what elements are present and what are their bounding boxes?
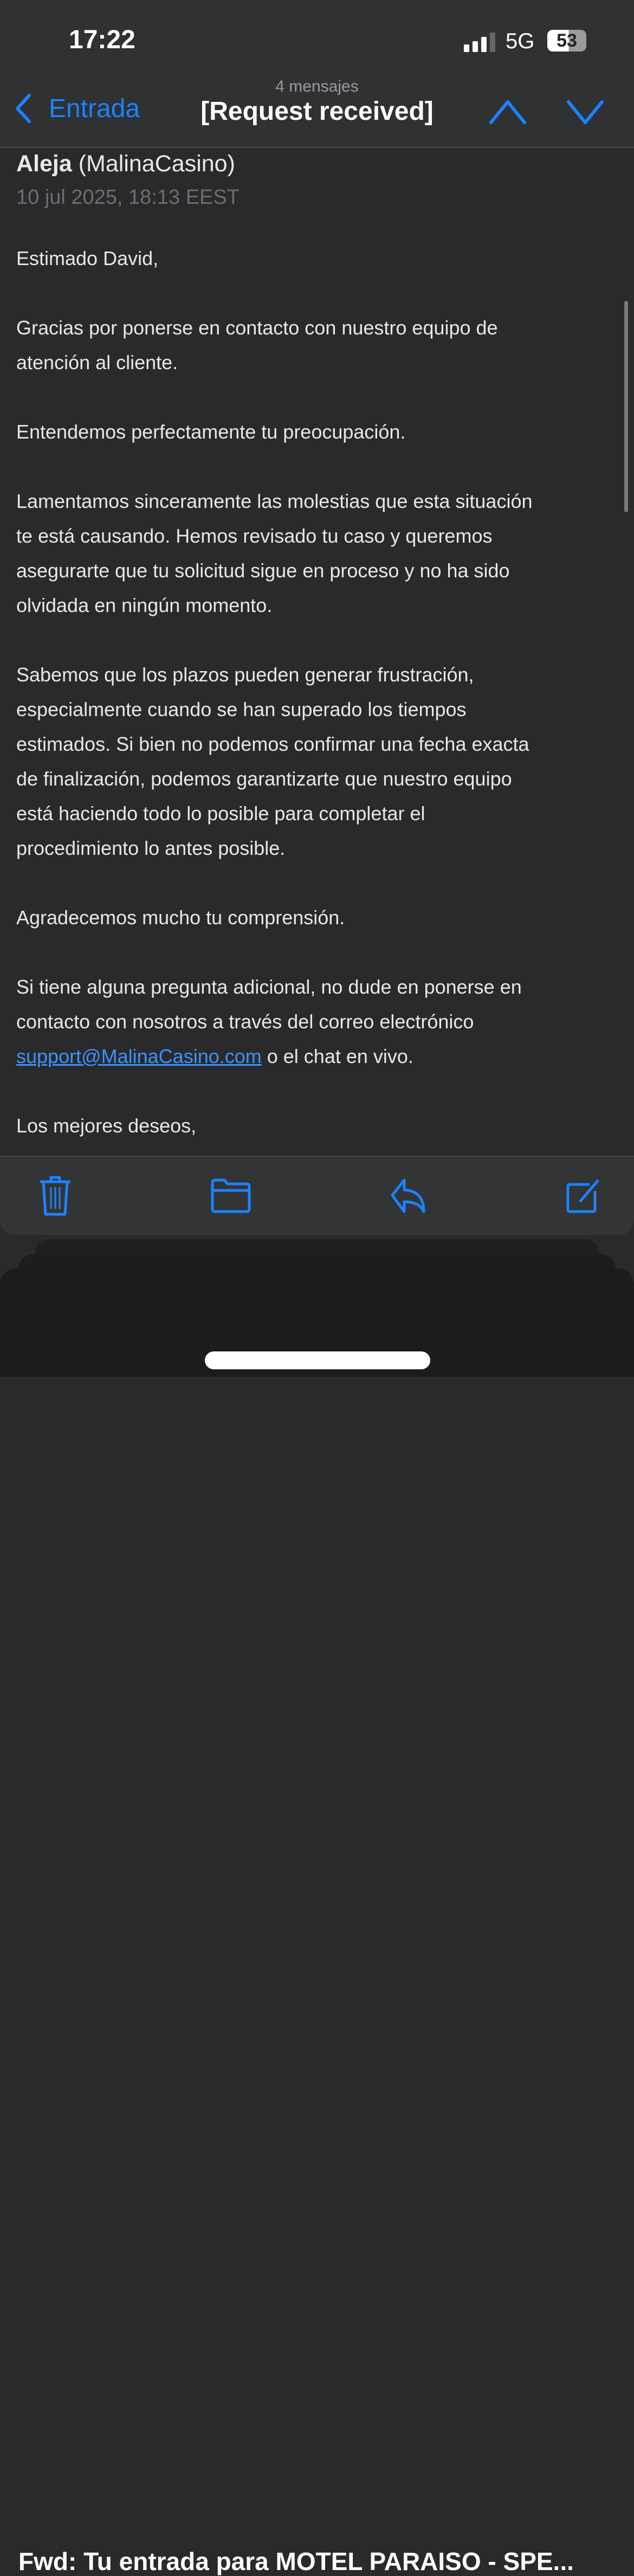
line: Agradecemos mucho tu comprensión. xyxy=(16,906,345,929)
support-email-link[interactable]: support@MalinaCasino.com xyxy=(16,1045,262,1067)
line: Sabemos que los plazos pueden generar frustración, xyxy=(16,664,474,686)
line: Lamentamos sinceramente las molestias que esta situación xyxy=(16,490,533,512)
signal-icon xyxy=(464,33,495,52)
thread-title: [Request received] xyxy=(200,97,434,126)
status-time: 17:22 xyxy=(69,25,135,54)
chevron-down-icon[interactable] xyxy=(566,99,604,126)
paragraph-2 xyxy=(16,415,618,449)
sender[interactable] xyxy=(16,151,235,177)
home-indicator[interactable] xyxy=(205,1351,430,1369)
sender-org: (MalinaCasino) xyxy=(78,151,235,177)
line: procedimiento lo antes posible. xyxy=(16,837,286,859)
compose-icon[interactable] xyxy=(566,1178,601,1214)
trash-icon[interactable] xyxy=(38,1175,73,1216)
email-body xyxy=(16,241,618,1178)
scrollbar[interactable] xyxy=(624,301,628,512)
greeting: Estimado David, xyxy=(16,247,159,269)
line: asegurarte que tu solicitud sigue en proceso y no ha sido xyxy=(16,559,510,582)
line: olvidada en ningún momento. xyxy=(16,594,273,616)
sender-name: Aleja xyxy=(16,151,72,177)
paragraph-1 xyxy=(16,311,618,380)
paragraph-4 xyxy=(16,658,618,866)
chevron-up-icon[interactable] xyxy=(489,99,527,126)
email-date: 10 jul 2025, 18:13 EEST xyxy=(16,186,240,209)
header xyxy=(0,0,634,148)
next-email-subject: Fwd: Tu entrada para MOTEL PARAISO - SPE... xyxy=(18,2547,574,2575)
line: atención al cliente. xyxy=(16,351,178,373)
toolbar xyxy=(0,1156,634,1235)
back-label: Entrada xyxy=(49,94,140,123)
line: de finalización, podemos garantizarte que nuestro equipo xyxy=(16,768,512,790)
line: Si tiene alguna pregunta adicional, no dude en ponerse en xyxy=(16,976,522,998)
battery-icon: 53 xyxy=(547,30,586,51)
line: contacto con nosotros a través del correo electrónico xyxy=(16,1010,474,1033)
network-type: 5G xyxy=(506,29,535,53)
line: especialmente cuando se han superado los tiempos xyxy=(16,698,467,720)
paragraph-6 xyxy=(16,970,618,1074)
line: está haciendo todo lo posible para completar el xyxy=(16,802,425,825)
folder-icon[interactable] xyxy=(210,1178,251,1213)
line: Entendemos perfectamente tu preocupación. xyxy=(16,421,406,443)
line: o el chat en vivo. xyxy=(261,1045,413,1067)
paragraph-3 xyxy=(16,484,618,623)
closing: Los mejores deseos, xyxy=(16,1115,197,1137)
line: Gracias por ponerse en contacto con nuestro equipo de xyxy=(16,317,498,339)
reply-icon[interactable] xyxy=(389,1178,428,1214)
paragraph-5 xyxy=(16,900,618,935)
line: estimados. Si bien no podemos confirmar una fecha exacta xyxy=(16,733,529,755)
message-count: 4 mensajes xyxy=(275,78,359,95)
line: te está causando. Hemos revisado tu caso y queremos xyxy=(16,525,493,547)
